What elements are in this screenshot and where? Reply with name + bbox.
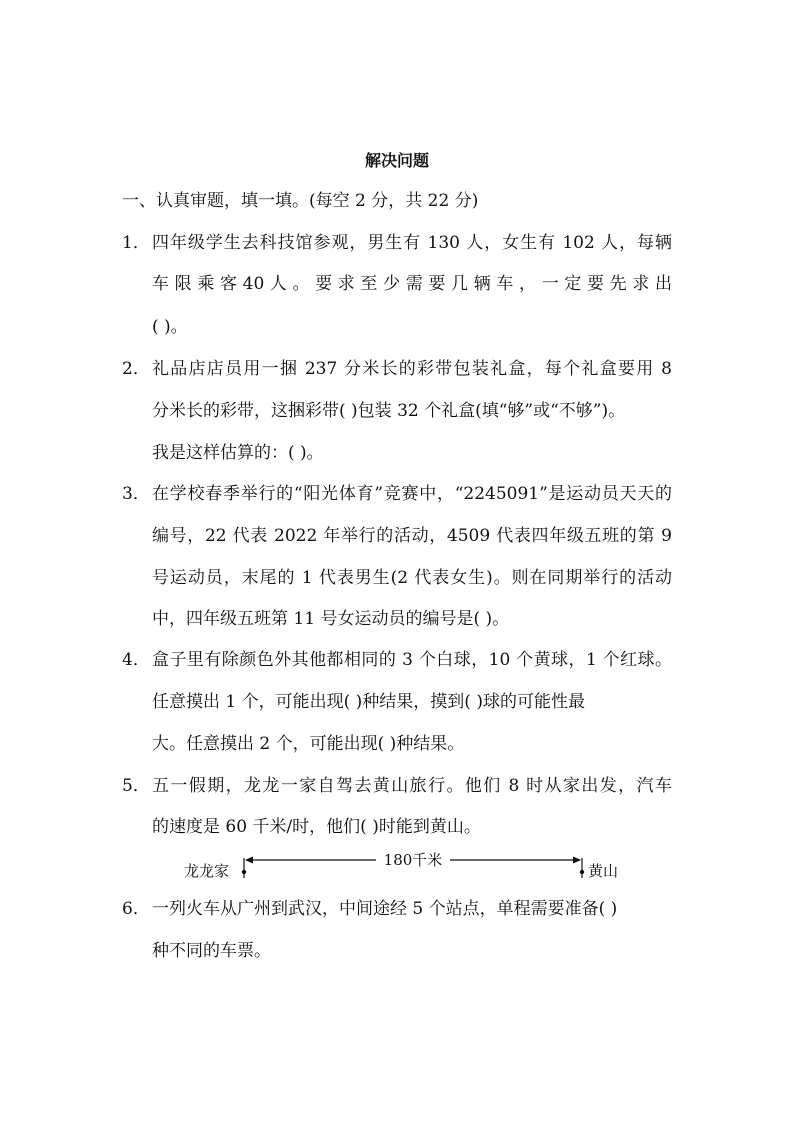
distance-diagram (180, 848, 640, 898)
question-3-line-4: 中，四年级五班第 11 号女运动员的编号是( )。 (152, 609, 510, 629)
diagram-end-label: 黄山 (588, 862, 619, 880)
question-1-number: 1． (122, 233, 150, 253)
diagram-start-label: 龙龙家 (184, 862, 230, 880)
question-6-line-2: 种不同的车票。 (152, 941, 271, 961)
question-3-line-3: 号运动员，末尾的 1 代表男生(2 代表女生)。则在同期举行的活动 (152, 568, 672, 588)
question-3-line-2: 编号，22 代表 2022 年举行的活动，4509 代表四年级五班的第 9 (152, 526, 672, 546)
question-2-number: 2． (122, 359, 150, 379)
question-4-line-2: 任意摸出 1 个，可能出现( )种结果，摸到( )球的可能性最 (152, 692, 585, 712)
page-title: 解决问题 (364, 151, 429, 170)
end-dot (580, 870, 584, 874)
question-4-number: 4． (122, 650, 150, 670)
question-6-number: 6． (122, 899, 150, 919)
question-5-number: 5． (122, 776, 150, 796)
question-4-line-3: 大。任意摸出 2 个，可能出现( )种结果。 (152, 734, 465, 754)
question-2-line-1: 礼品店店员用一捆 237 分米长的彩带包装礼盒，每个礼盒要用 8 (152, 359, 672, 379)
question-1-line-2: 车 限 乘 客 40 人 。 要 求 至 少 需 要 几 辆 车 ， 一 定 要 先 求 出 (152, 274, 672, 294)
diagram-distance-label: 180千米 (383, 851, 443, 869)
section-heading: 一、认真审题，填一填。(每空 2 分，共 22 分) (122, 191, 479, 211)
question-2-line-2: 分米长的彩带，这捆彩带( )包装 32 个礼盒(填“够”或“不够”)。 (152, 401, 626, 421)
question-3-number: 3． (122, 484, 150, 504)
question-4-line-1: 盒子里有除颜色外其他都相同的 3 个白球，10 个黄球，1 个红球。 (152, 650, 672, 670)
question-3-line-1: 在学校春季举行的“阳光体育”竞赛中，“2245091”是运动员天天的 (152, 484, 672, 504)
left-arrow-icon (245, 857, 253, 864)
question-1-line-1: 四年级学生去科技馆参观，男生有 130 人，女生有 102 人，每辆 (152, 233, 672, 253)
question-2-line-3: 我是这样估算的：( )。 (152, 443, 324, 463)
right-arrow-icon (573, 857, 581, 864)
question-1-line-3: ( )。 (152, 317, 188, 337)
start-dot (242, 870, 246, 874)
question-6-line-1: 一列火车从广州到武汉，中间途经 5 个站点，单程需要准备( ) (152, 899, 618, 919)
question-5-line-1: 五一假期，龙龙一家自驾去黄山旅行。他们 8 时从家出发，汽车 (152, 776, 672, 796)
question-5-line-2: 的速度是 60 千米/时，他们( )时能到黄山。 (152, 817, 481, 837)
